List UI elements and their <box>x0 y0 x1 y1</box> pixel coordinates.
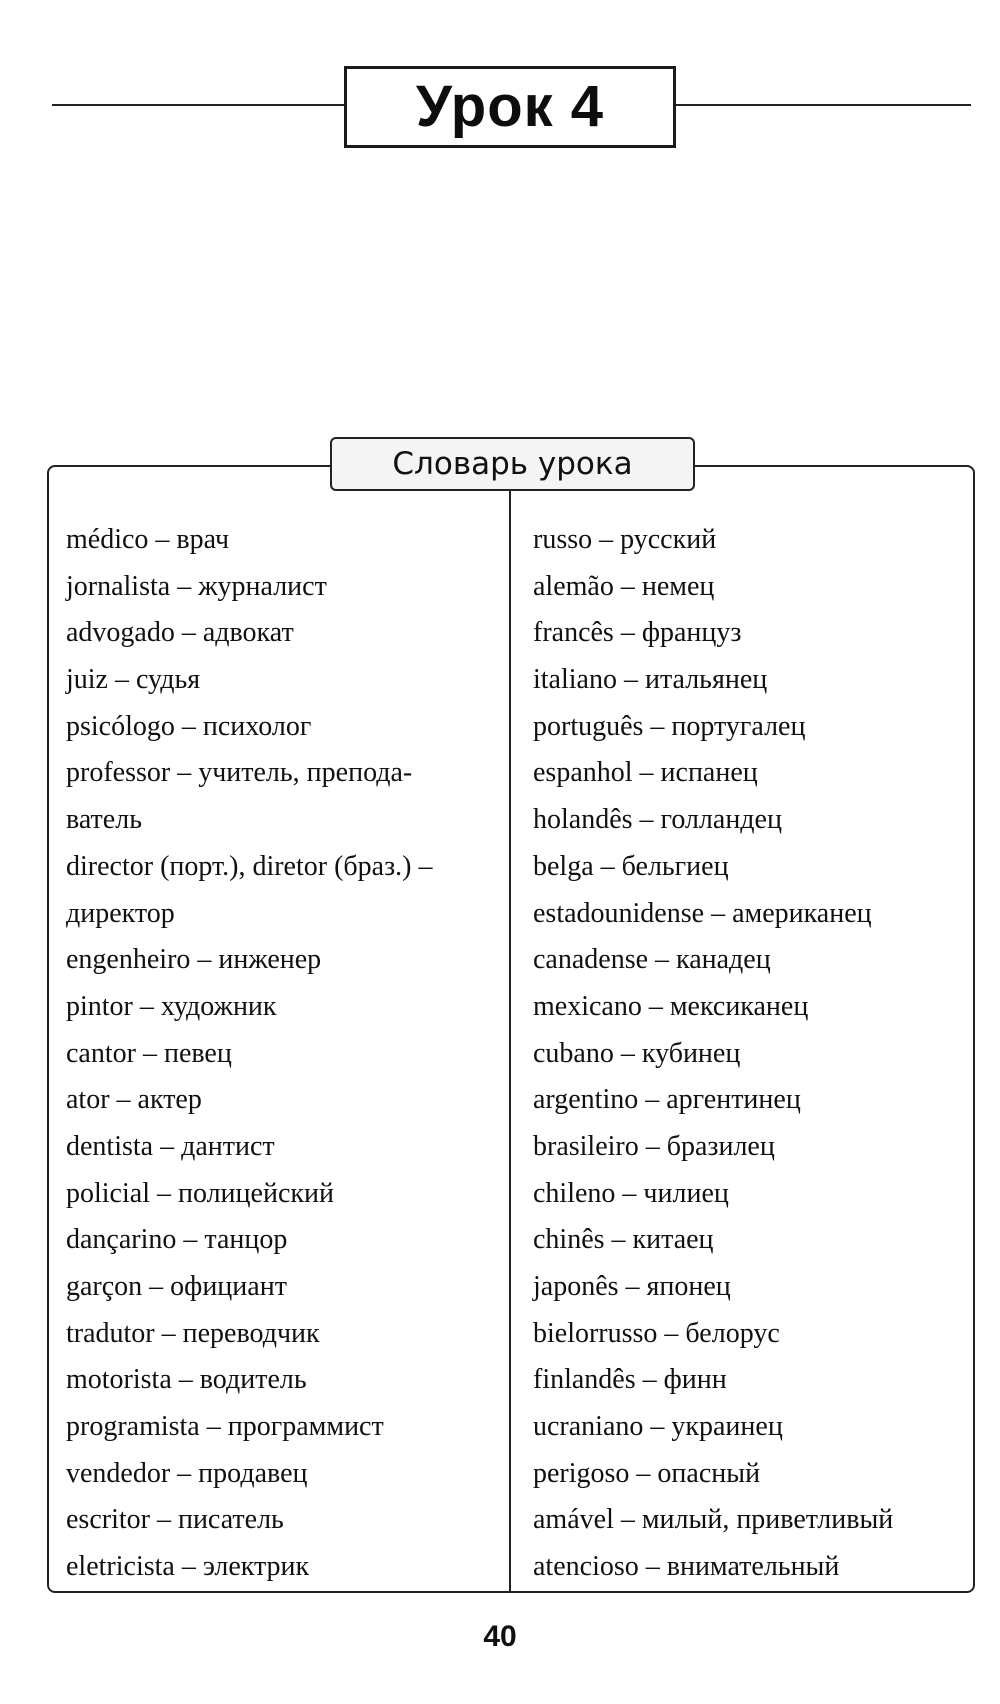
vocab-entry: professor – учитель, препода- <box>66 757 413 789</box>
vocabulary-heading-tab <box>330 437 695 491</box>
vocab-entry: argentino – аргентинец <box>533 1084 801 1116</box>
vocab-entry: francês – француз <box>533 617 742 649</box>
vocab-entry: cubano – кубинец <box>533 1037 741 1069</box>
vocab-entry: brasileiro – бразилец <box>533 1130 775 1162</box>
vocabulary-right-column <box>533 517 969 1591</box>
vocab-entry: estadounidense – американец <box>533 897 872 929</box>
title-rule-left <box>52 104 344 106</box>
vocab-entry: atencioso – внимательный <box>533 1551 840 1583</box>
lesson-title: Урок 4 <box>415 74 605 139</box>
vocab-entry: vendedor – продавец <box>66 1457 308 1489</box>
vocab-entry: programista – программист <box>66 1411 384 1443</box>
vocab-entry: psicólogo – психолог <box>66 710 312 742</box>
vocab-entry: perigoso – опасный <box>533 1457 761 1489</box>
vocab-entry: escritor – писатель <box>66 1504 284 1536</box>
vocab-entry: finlandês – финн <box>533 1364 727 1396</box>
vocab-entry: médico – врач <box>66 524 230 555</box>
vocab-entry: holandês – голландец <box>533 804 782 836</box>
vocab-entry: chinês – китаец <box>533 1224 714 1256</box>
vocab-entry: engenheiro – инженер <box>66 944 322 976</box>
page-number: 40 <box>483 1620 517 1653</box>
vocab-entry: policial – полицейский <box>66 1177 334 1209</box>
vocab-entry: eletricista – электрик <box>66 1551 310 1583</box>
vocab-entry: director (порт.), diretor (браз.) – <box>66 850 433 882</box>
column-divider <box>509 491 511 1591</box>
vocab-entry: advogado – адвокат <box>66 617 294 649</box>
vocab-entry: bielorrusso – белорус <box>533 1317 780 1349</box>
vocab-entry: amável – милый, приветливый <box>533 1504 894 1536</box>
vocab-entry: juiz – судья <box>66 664 201 696</box>
vocab-entry: português – португалец <box>533 710 806 742</box>
vocab-entry: garçon – официант <box>66 1271 287 1302</box>
vocab-entry: ватель <box>66 804 142 836</box>
vocab-entry: mexicano – мексиканец <box>533 990 809 1022</box>
vocab-entry: директор <box>66 897 175 929</box>
vocab-entry: chileno – чилиец <box>533 1177 729 1209</box>
vocab-entry: espanhol – испанец <box>533 757 758 789</box>
vocab-entry: russo – русский <box>533 524 717 555</box>
vocabulary-heading: Словарь урока <box>392 446 633 482</box>
vocab-entry: jornalista – журналист <box>66 570 327 602</box>
vocab-entry: ator – актер <box>66 1084 202 1116</box>
vocab-entry: alemão – немец <box>533 570 715 602</box>
vocab-entry: ucraniano – украинец <box>533 1411 783 1443</box>
vocab-entry: pintor – художник <box>66 990 277 1022</box>
lesson-title-box <box>344 66 676 148</box>
vocab-entry: dançarino – танцор <box>66 1224 288 1256</box>
vocab-entry: italiano – итальянец <box>533 664 768 696</box>
title-rule-right <box>676 104 971 106</box>
vocab-entry: tradutor – переводчик <box>66 1317 320 1349</box>
vocab-entry: dentista – дантист <box>66 1130 275 1162</box>
vocab-entry: motorista – водитель <box>66 1364 307 1396</box>
vocab-entry: japonês – японец <box>533 1271 731 1302</box>
vocab-entry: cantor – певец <box>66 1037 232 1069</box>
vocabulary-left-column <box>66 517 502 1591</box>
vocab-entry: belga – бельгиец <box>533 850 729 882</box>
vocab-entry: canadense – канадец <box>533 944 771 976</box>
